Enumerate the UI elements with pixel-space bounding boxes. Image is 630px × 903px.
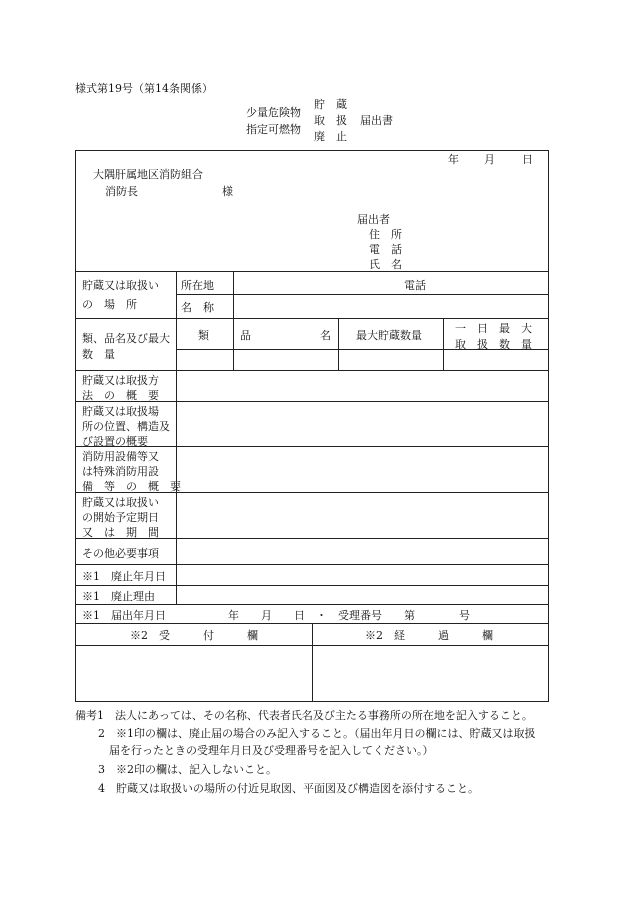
- action-abolish: 廃 止: [314, 130, 347, 143]
- action-storage: 貯 蔵: [314, 98, 347, 111]
- rule: [75, 271, 549, 272]
- start-label-3: 又 は 期 間: [82, 526, 159, 539]
- abolish-reason-label: ※1 廃止理由: [82, 590, 155, 603]
- date-year: 年: [448, 153, 459, 166]
- rule: [338, 318, 339, 370]
- fire-equipment-label-3: 備 等 の 概 要: [82, 480, 181, 493]
- column-max-storage: 最大貯蔵数量: [356, 329, 422, 342]
- rule: [75, 564, 549, 565]
- place-label-2: 所の位置、構造及: [82, 420, 170, 433]
- rule: [233, 271, 234, 318]
- rule: [233, 318, 234, 370]
- rule: [176, 294, 549, 295]
- organization-name: 大隅肝属地区消防組合: [93, 168, 203, 181]
- applicant-phone-label: 電 話: [369, 243, 402, 256]
- rule: [312, 623, 313, 702]
- column-item-2: 名: [320, 329, 331, 342]
- place-label-3: び設置の概要: [82, 435, 148, 448]
- start-label-2: の開始予定期日: [82, 511, 159, 524]
- note-2-cont: 届を行ったときの受理年月日及び受理番号を記入してください。）: [109, 744, 434, 757]
- report-date-fields: 年 月 日 ・ 受理番号 第 号: [228, 609, 470, 622]
- rule: [75, 370, 549, 371]
- column-item: 品: [240, 329, 251, 342]
- column-daily-max: 一 日 最 大: [455, 322, 532, 335]
- abolish-date-label: ※1 廃止年月日: [82, 570, 166, 583]
- name-label: 名 称: [181, 301, 214, 314]
- rule: [75, 318, 549, 319]
- reception-column: ※2 受 付 欄: [130, 629, 258, 642]
- fire-equipment-label-2: は特殊消防用設: [82, 465, 159, 478]
- method-label: 貯蔵又は取扱方: [82, 374, 159, 387]
- kind-label-2: 数 量: [82, 348, 115, 361]
- rule: [75, 604, 549, 605]
- date-day: 日: [522, 153, 533, 166]
- note-1: 備考1 法人にあっては、その名称、代表者氏名及び主たる事務所の所在地を記入すること。: [75, 709, 533, 722]
- applicant-label: 届出者: [357, 213, 390, 226]
- category-designated-combustible: 指定可燃物: [246, 123, 301, 136]
- rule: [443, 318, 444, 370]
- location-label: 貯蔵又は取扱い: [82, 279, 159, 292]
- note-2: 2 ※1印の欄は、廃止届の場合のみ記入すること。（届出年月日の欄には、貯蔵又は取扱: [98, 727, 536, 740]
- column-type: 類: [198, 329, 209, 342]
- applicant-name-label: 氏 名: [369, 258, 402, 271]
- other-label: その他必要事項: [82, 547, 159, 560]
- column-daily-max-2: 取 扱 数 量: [455, 338, 532, 351]
- fire-equipment-label: 消防用設備等又: [82, 450, 159, 463]
- date-month: 月: [484, 153, 495, 166]
- phone-label: 電話: [404, 279, 426, 292]
- honorific: 様: [222, 185, 233, 198]
- action-handling: 取 扱: [314, 114, 347, 127]
- start-label: 貯蔵又は取扱い: [82, 496, 159, 509]
- fire-chief: 消防長: [105, 185, 138, 198]
- document-title: 届出書: [360, 114, 393, 127]
- method-label-2: 法 の 概 要: [82, 389, 159, 402]
- rule: [75, 585, 549, 586]
- category-small-hazmat: 少量危険物: [246, 106, 301, 119]
- rule: [176, 271, 177, 604]
- location-label-2: の 場 所: [82, 298, 137, 311]
- applicant-address-label: 住 所: [369, 228, 402, 241]
- form-number: 様式第19号（第14条関係）: [75, 82, 213, 95]
- progress-column: ※2 経 過 欄: [365, 629, 493, 642]
- address-label: 所在地: [181, 279, 214, 292]
- note-4: 4 貯蔵又は取扱いの場所の付近見取図、平面図及び構造図を添付すること。: [98, 782, 479, 795]
- note-3: 3 ※2印の欄は、記入しないこと。: [98, 763, 277, 776]
- report-date-label: ※1 届出年月日: [82, 609, 166, 622]
- place-label: 貯蔵又は取扱場: [82, 405, 159, 418]
- kind-label: 類、品名及び最大: [82, 332, 170, 345]
